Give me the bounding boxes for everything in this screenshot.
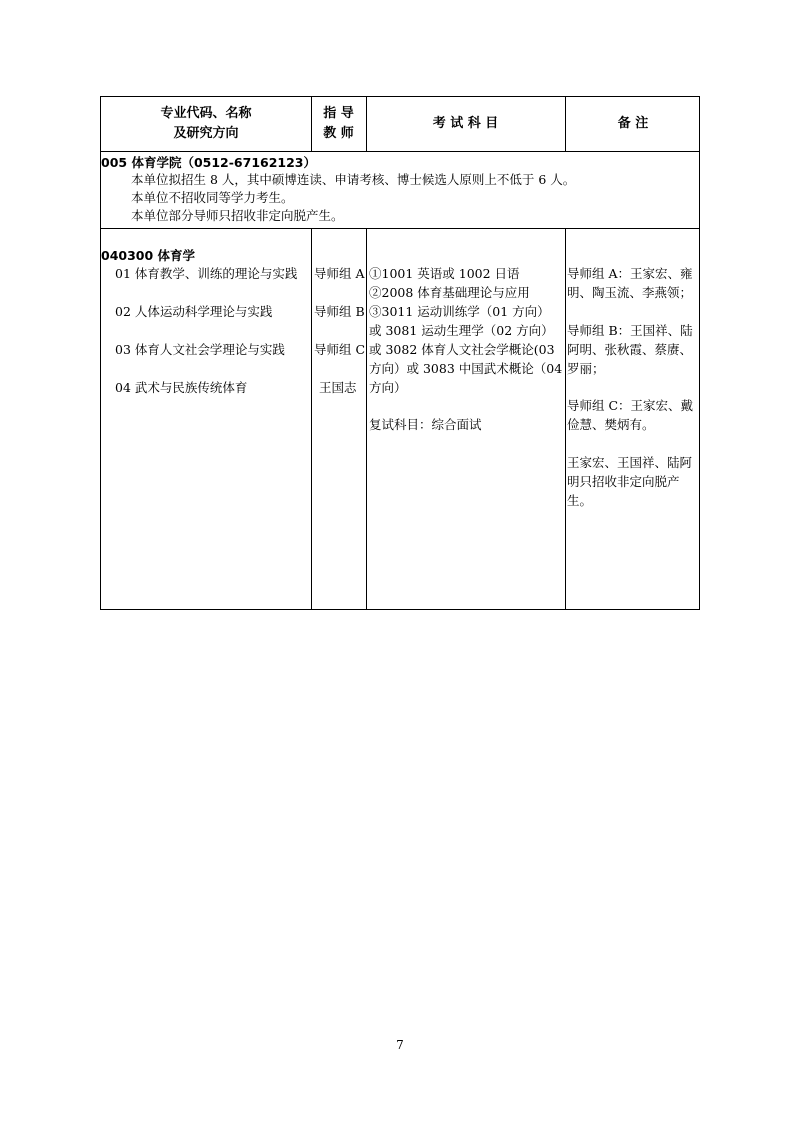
remark-line-8: 王家宏、王国祥、陆阿	[567, 455, 693, 470]
advisor-2: 导师组 B	[314, 304, 365, 319]
unit-note-2: 本单位不招收同等学力考生。	[131, 190, 294, 205]
retest-subject: 复试科目：综合面试	[369, 417, 482, 432]
exam-line-5: 或 3082 体育人文社会学概论(03	[369, 342, 555, 357]
remark-line-5: 罗丽；	[567, 361, 605, 376]
header-major-line2: 及研究方向	[173, 126, 239, 141]
header-exam-label: 考 试 科 目	[432, 116, 499, 131]
advisor-3: 导师组 C	[314, 342, 366, 357]
direction-4: 04 武术与民族传统体育	[115, 380, 248, 395]
header-remarks	[565, 97, 701, 151]
header-remarks-label: 备 注	[617, 116, 649, 131]
header-advisor-line2: 教 师	[323, 126, 354, 141]
header-divider	[101, 151, 699, 152]
header-advisor-line1: 指 导	[323, 106, 354, 121]
remark-line-7: 俭慧、樊炳有。	[567, 417, 655, 432]
col-divider-3-body	[565, 228, 566, 609]
advisor-1: 导师组 A	[314, 266, 365, 281]
header-advisor	[311, 97, 366, 151]
exam-line-1: ①1001 英语或 1002 日语	[369, 266, 520, 281]
col-divider-2-body	[366, 228, 367, 609]
direction-3: 03 体育人文社会学理论与实践	[115, 342, 285, 357]
header-exam	[366, 97, 565, 151]
exam-line-4: 或 3081 运动生理学（02 方向）	[369, 323, 554, 338]
page-number: 7	[396, 1038, 404, 1052]
remark-line-2: 明、陶玉流、李燕领；	[567, 285, 693, 300]
remark-line-6: 导师组 C：王家宏、戴	[567, 398, 694, 413]
advisor-4: 王国志	[319, 380, 357, 395]
exam-line-7: 方向）	[369, 380, 407, 395]
unit-divider	[101, 228, 699, 229]
remark-line-9: 明只招收非定向脱产	[567, 474, 680, 489]
major-title: 040300 体育学	[101, 248, 196, 263]
exam-line-2: ②2008 体育基础理论与应用	[369, 285, 530, 300]
direction-1: 01 体育教学、训练的理论与实践	[115, 266, 298, 281]
col-divider-1-body	[311, 228, 312, 609]
unit-note-3: 本单位部分导师只招收非定向脱产生。	[131, 208, 344, 223]
exam-line-6: 方向）或 3083 中国武术概论（04	[369, 361, 563, 376]
unit-title: 005 体育学院（0512-67162123）	[101, 155, 317, 170]
direction-2: 02 人体运动科学理论与实践	[115, 304, 273, 319]
remark-line-1: 导师组 A：王家宏、雍	[567, 266, 693, 281]
header-major-line1: 专业代码、名称	[160, 106, 252, 121]
remark-line-4: 阿明、张秋霞、蔡赓、	[567, 342, 693, 357]
header-major	[101, 97, 311, 151]
admission-table	[100, 96, 700, 610]
remark-line-3: 导师组 B：王国祥、陆	[567, 323, 693, 338]
exam-line-3: ③3011 运动训练学（01 方向）	[369, 304, 550, 319]
remark-line-10: 生。	[567, 493, 593, 508]
unit-note-1: 本单位拟招生 8 人，其中硕博连读、申请考核、博士候选人原则上不低于 6 人。	[131, 172, 576, 187]
